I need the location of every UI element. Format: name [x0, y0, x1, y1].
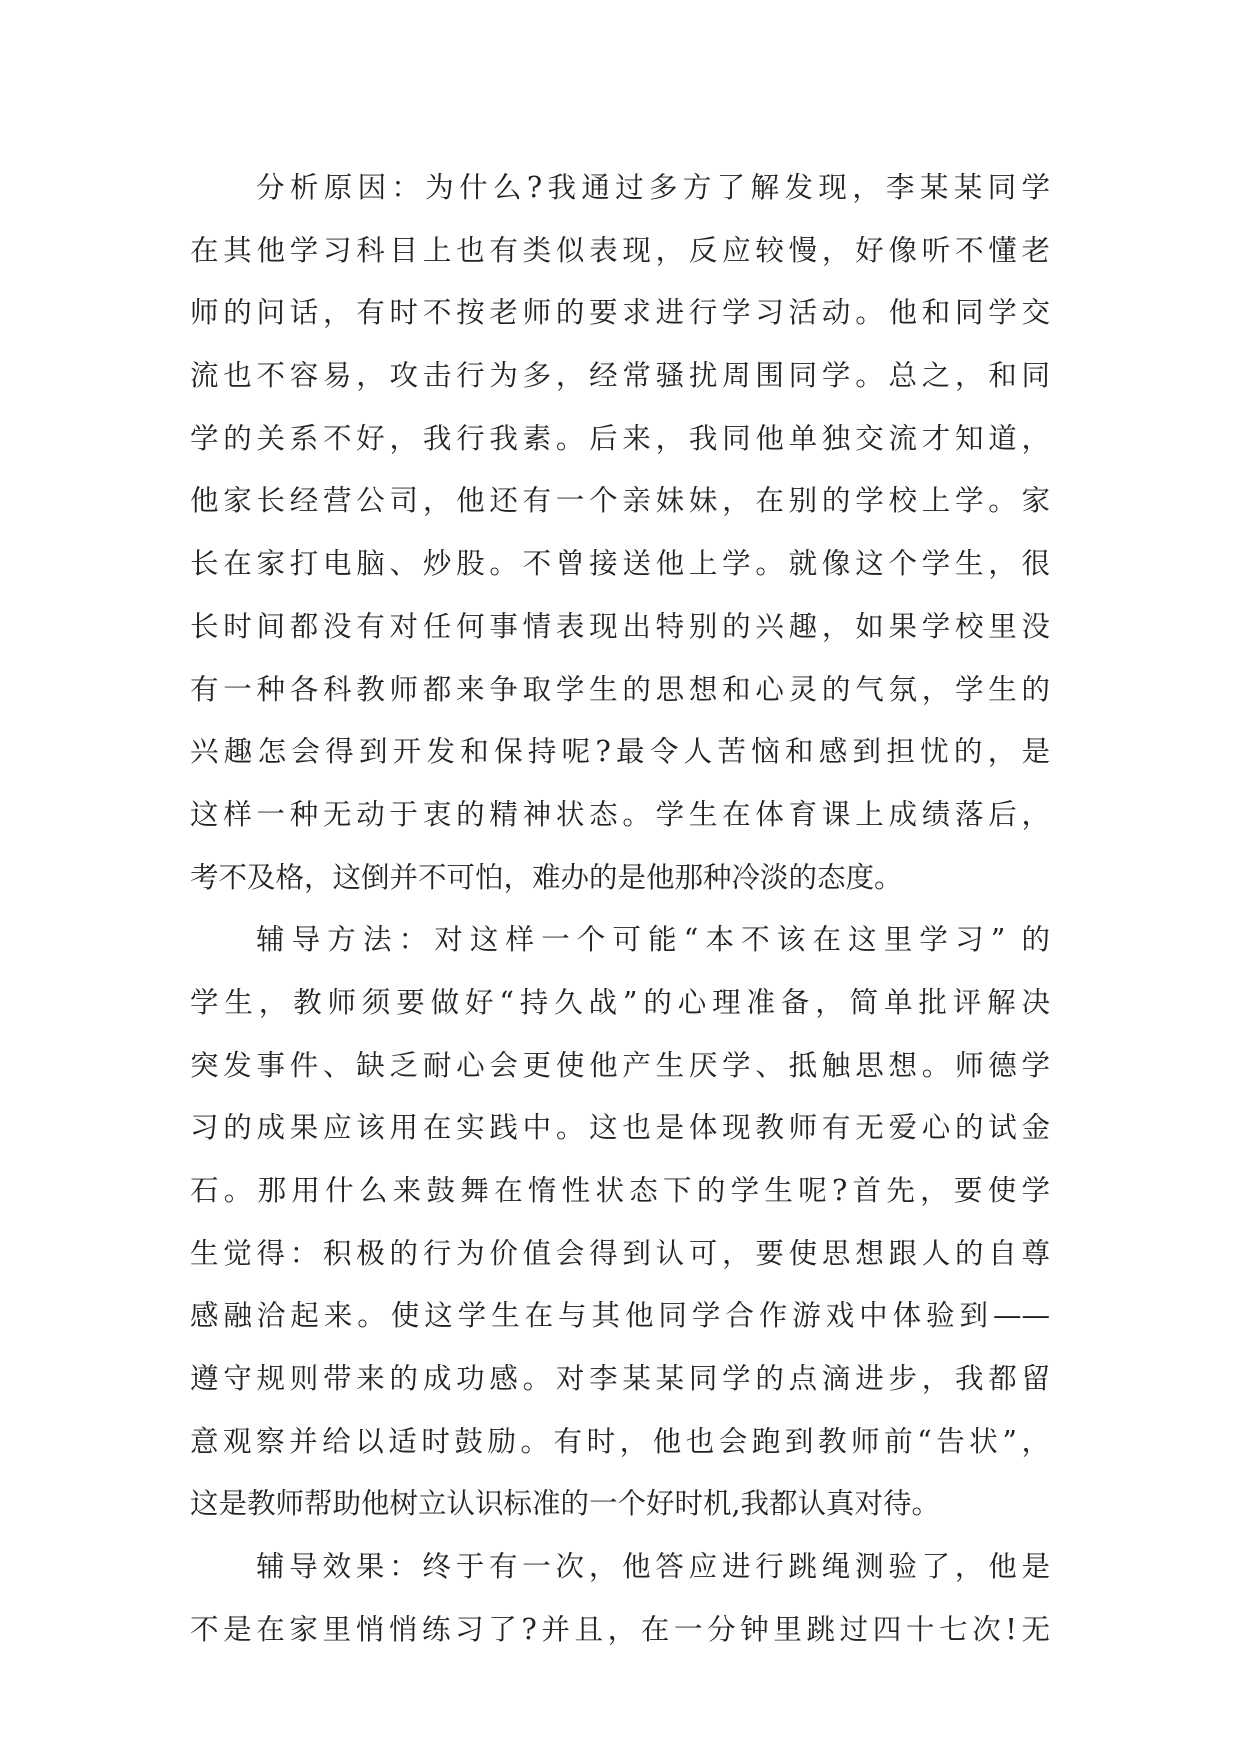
paragraph-line: 流也不容易，攻击行为多，经常骚扰周围同学。总之，和同	[190, 359, 1050, 393]
paragraph-line: 学的关系不好，我行我素。后来，我同他单独交流才知道，	[190, 421, 1050, 455]
effect-paragraph	[190, 1536, 1050, 1661]
paragraph-line: 师的问话，有时不按老师的要求进行学习活动。他和同学交	[190, 296, 1050, 330]
paragraph-line: 在其他学习科目上也有类似表现，反应较慢，好像听不懂老	[190, 233, 1050, 267]
paragraph-line: 长在家打电脑、炒股。不曾接送他上学。就像这个学生，很	[190, 547, 1050, 581]
paragraph-line: 突发事件、缺乏耐心会更使他产生厌学、抵触思想。师德学	[190, 1048, 1050, 1082]
analysis-paragraph	[190, 157, 1050, 909]
body-text	[190, 157, 1050, 1662]
paragraph-line: 考不及格，这倒并不可怕，难办的是他那种冷淡的态度。	[190, 860, 903, 894]
paragraph-line: 他家长经营公司，他还有一个亲妹妹，在别的学校上学。家	[190, 484, 1050, 518]
paragraph-line: 兴趣怎会得到开发和保持呢?最令人苦恼和感到担忧的，是	[190, 735, 1050, 769]
paragraph-line: 不是在家里悄悄练习了?并且，在一分钟里跳过四十七次!无	[190, 1612, 1050, 1646]
paragraph-line: 长时间都没有对任何事情表现出特别的兴趣，如果学校里没	[190, 609, 1050, 643]
paragraph-line: 感融洽起来。使这学生在与其他同学合作游戏中体验到——	[190, 1299, 1050, 1333]
paragraph-line: 学生，教师须要做好“持久战”的心理准备，简单批评解决	[190, 985, 1050, 1019]
paragraph-line: 遵守规则带来的成功感。对李某某同学的点滴进步，我都留	[190, 1362, 1050, 1396]
paragraph-line: 这是教师帮助他树立认识标准的一个好时机,我都认真对待。	[190, 1487, 941, 1521]
paragraph-line: 意观察并给以适时鼓励。有时，他也会跑到教师前“告状”，	[190, 1424, 1050, 1458]
paragraph-line: 辅导效果：终于有一次，他答应进行跳绳测验了，他是	[256, 1550, 1050, 1584]
paragraph-line: 习的成果应该用在实践中。这也是体现教师有无爱心的试金	[190, 1111, 1050, 1145]
paragraph-line: 生觉得：积极的行为价值会得到认可，要使思想跟人的自尊	[190, 1236, 1050, 1270]
paragraph-line: 分析原因：为什么?我通过多方了解发现，李某某同学	[256, 171, 1050, 204]
paragraph-line: 辅导方法：对这样一个可能“本不该在这里学习” 的	[256, 923, 1050, 957]
paragraph-line: 这样一种无动于衷的精神状态。学生在体育课上成绩落后，	[190, 797, 1050, 831]
method-paragraph	[190, 909, 1050, 1536]
paragraph-line: 石。那用什么来鼓舞在惰性状态下的学生呢?首先，要使学	[190, 1174, 1050, 1207]
paragraph-line: 有一种各科教师都来争取学生的思想和心灵的气氛，学生的	[190, 672, 1050, 706]
